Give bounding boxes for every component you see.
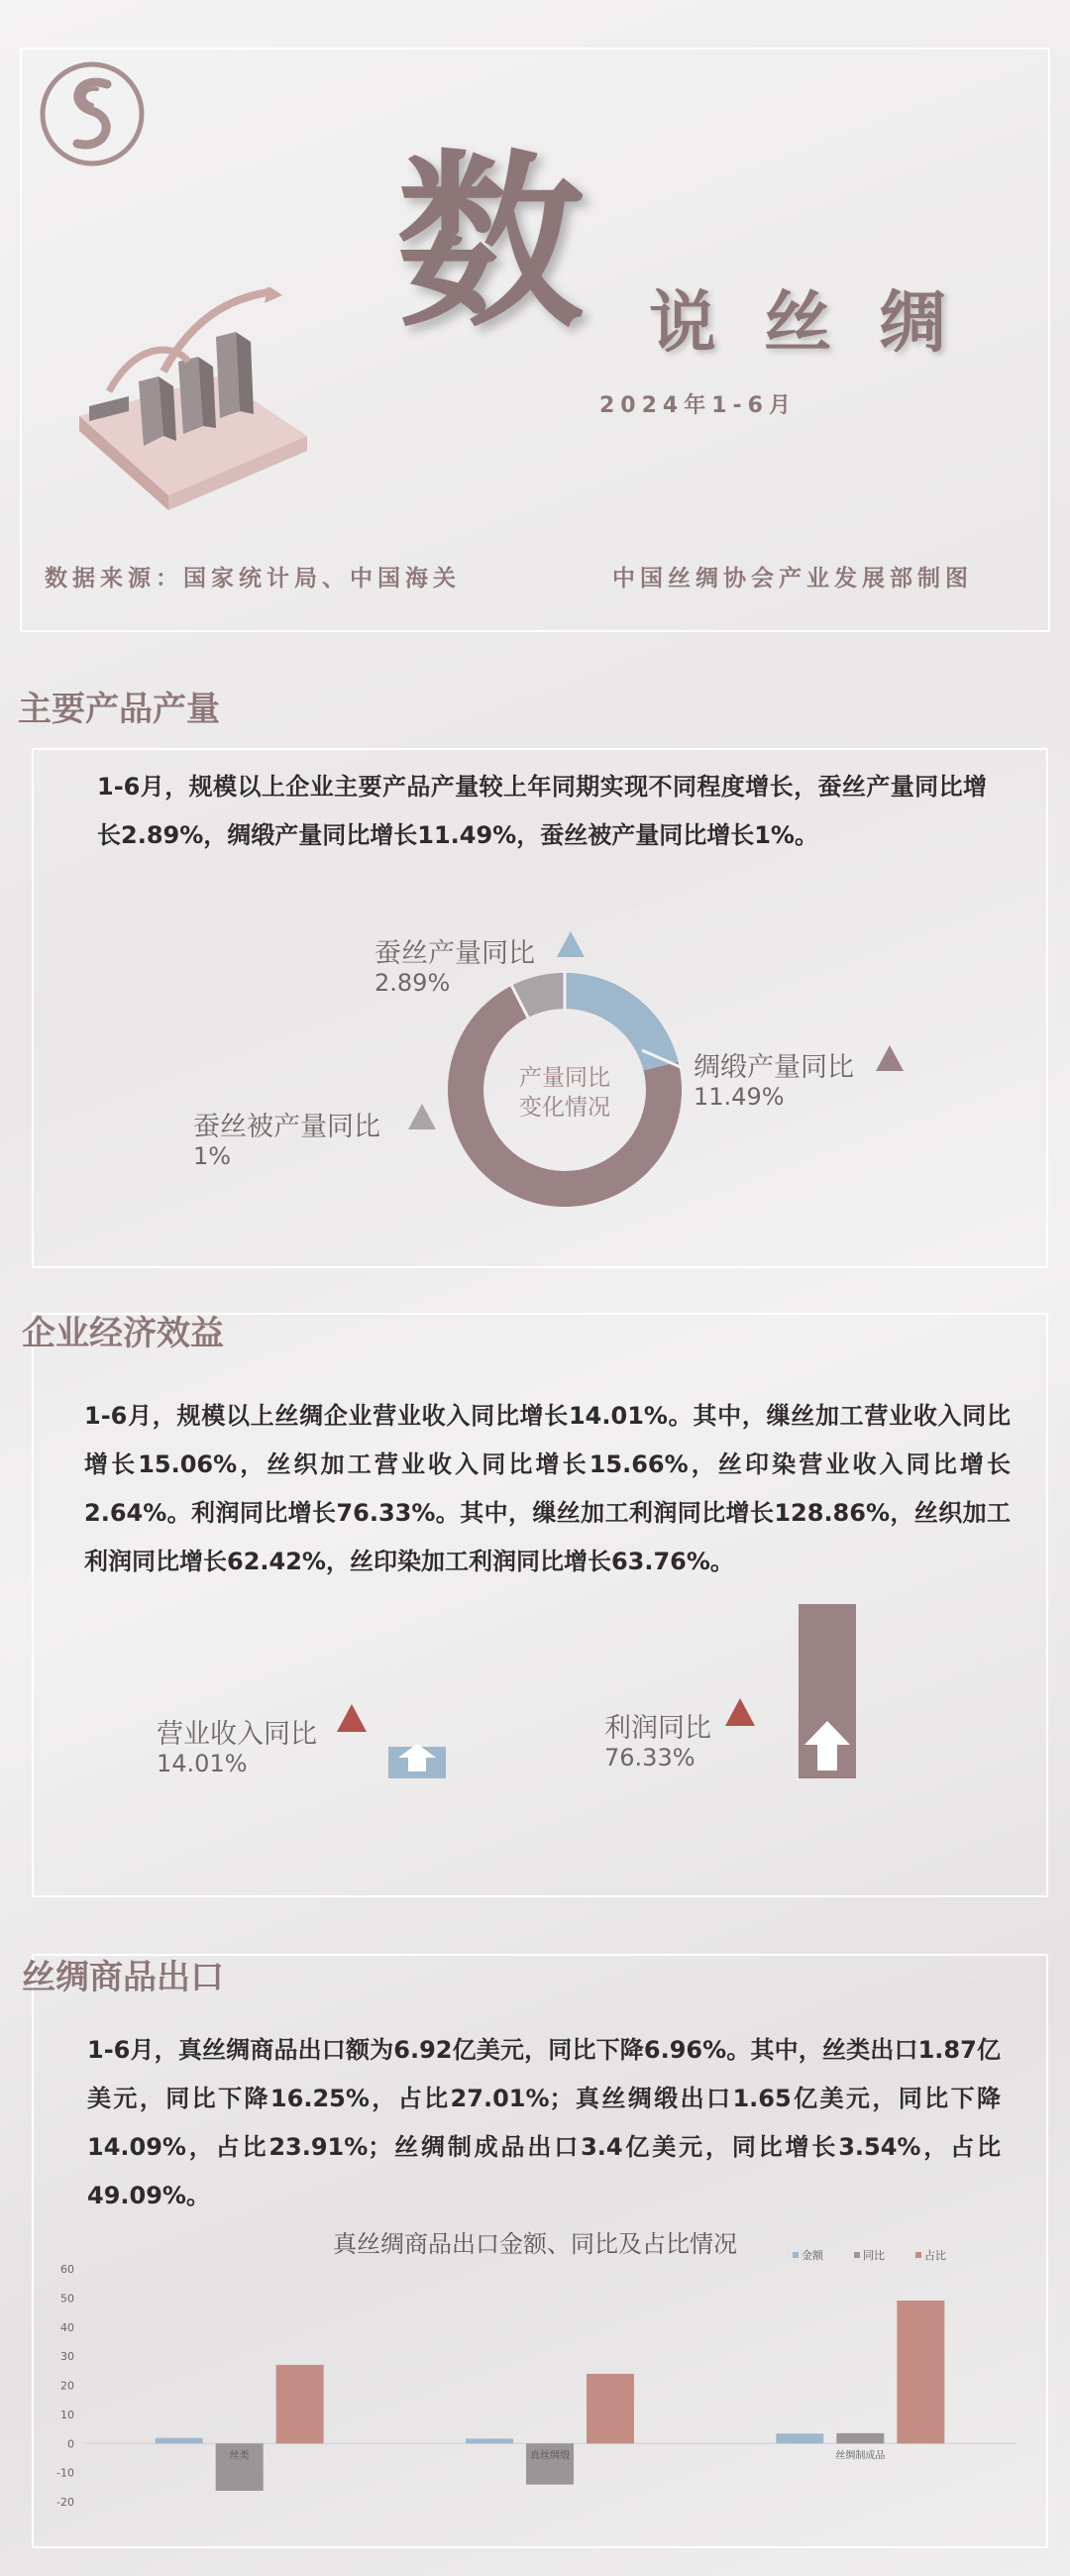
title-rest: 说丝绸 [649,283,995,363]
revenue-value: 14.01% [157,1750,248,1777]
donut-center-label: 产量同比 变化情况 [519,1065,610,1121]
y-tick-label: -20 [56,2496,74,2509]
legend-label: 同比 [863,2249,885,2262]
growth-chart-illustration-icon [69,287,317,515]
profit-label: 利润同比 [604,1713,711,1744]
triangle-up-icon [723,1696,757,1728]
category-label: 真丝绸缎 [530,2450,570,2462]
legend-swatch [854,2252,860,2258]
silk-logo-icon [38,59,147,168]
y-tick-label: 0 [67,2437,74,2451]
donut-segment-quilt [520,991,565,1002]
legend-label: 占比 [924,2249,946,2262]
arrow-up-icon [396,1742,438,1773]
triangle-up-icon [874,1043,906,1073]
legend-swatch [793,2252,799,2258]
chart-title: 真丝绸商品出口金额、同比及占比情况 [333,2230,737,2258]
satin-output-value: 11.49% [694,1083,785,1111]
section-economics-title: 企业经济效益 [22,1314,224,1353]
triangle-up-icon [335,1702,369,1734]
y-tick-label: 10 [60,2408,74,2421]
y-tick-label: -10 [56,2466,74,2480]
y-tick-label: 40 [60,2320,74,2334]
triangle-up-icon [406,1102,438,1131]
quilt-output-label: 蚕丝被产量同比 [193,1112,380,1142]
report-date: 2024年1-6月 [599,393,797,418]
bar-同比 [836,2433,884,2443]
bar-占比 [897,2301,944,2443]
section-economics-text: 1-6月，规模以上丝绸企业营业收入同比增长14.01%。其中，缫丝加工营业收入同比增长15.06%，丝织加工营业收入同比增长15.66%，丝印染营业收入同比增长2.64%。利润同比增长76.33%。其中，缫丝加工利润同比增长128.86%，丝织加工利润同比增长62.42%，丝印染加工利润同比增长63.76%。 [84,1402,1011,1575]
section-production-text: 1-6月，规模以上企业主要产品产量较上年同期实现不同程度增长，蚕丝产量同比增长2.89%，绸缎产量同比增长11.49%，蚕丝被产量同比增长1%。 [97,773,987,849]
quilt-output-value: 1% [193,1142,232,1170]
data-source: 数据来源：国家统计局、中国海关 [45,566,461,591]
satin-output-label: 绸缎产量同比 [694,1052,854,1083]
y-tick-label: 60 [60,2263,74,2276]
silk-output-value: 2.89% [374,969,451,997]
donut-segment-silk [565,991,661,1066]
silk-output-label: 蚕丝产量同比 [374,938,535,969]
section-export-title: 丝绸商品出口 [22,1958,224,1997]
triangle-up-icon [555,929,587,959]
credit: 中国丝绸协会产业发展部制图 [612,566,973,591]
y-tick-label: 50 [60,2292,74,2306]
title-big-char: 数 [396,132,586,353]
profit-value: 76.33% [604,1744,696,1771]
section-production-title: 主要产品产量 [18,690,220,729]
section-export-text: 1-6月，真丝绸商品出口额为6.92亿美元，同比下降6.96%。其中，丝类出口1.87亿美元，同比下降16.25%，占比27.01%；真丝绸缎出口1.65亿美元，同比下降14.09%，占比23.91%；丝绸制成品出口3.4亿美元，同比增长3.54%，占比49.09%。 [87,2036,1001,2209]
legend-label: 金额 [802,2249,823,2262]
bar-占比 [276,2365,324,2443]
legend-swatch [915,2252,921,2258]
y-tick-label: 30 [60,2350,74,2364]
arrow-up-icon [802,1719,852,1773]
category-label: 丝绸制成品 [835,2450,886,2462]
bar-金额 [776,2433,823,2443]
bar-占比 [587,2374,634,2443]
category-label: 丝类 [229,2450,250,2462]
bar-金额 [466,2438,513,2443]
bar-金额 [156,2438,203,2443]
export-bar-chart [40,2249,1030,2546]
revenue-label: 营业收入同比 [157,1719,317,1750]
y-tick-label: 20 [60,2379,74,2393]
